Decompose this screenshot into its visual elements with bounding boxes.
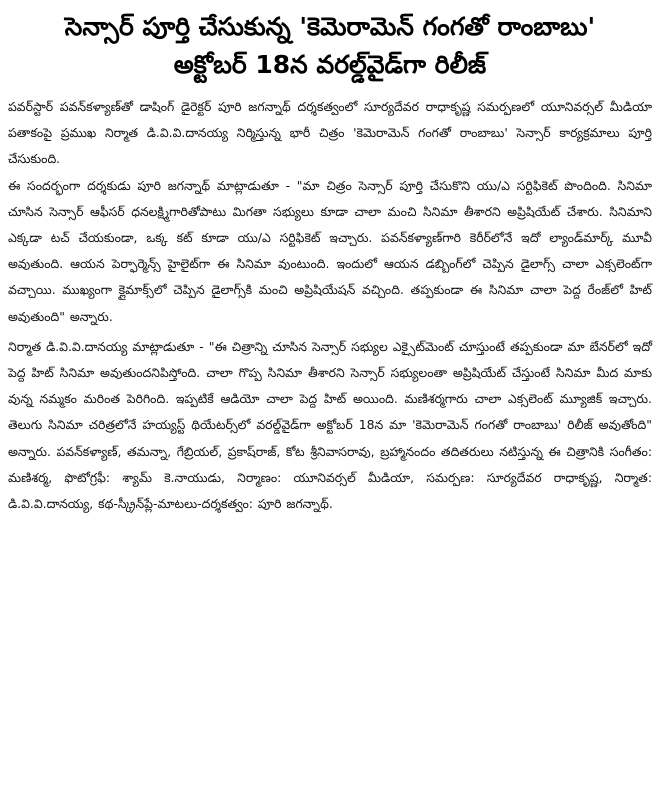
paragraph-director-quote: ఈ సందర్భంగా దర్శకుడు పూరి జగన్నాథ్ మాట్లాడుతూ - "మా చిత్రం సెన్సార్ పూర్తి చేసుకొని యు/ఎ సర్టిఫికెట్ పొందింది. సినిమా చూసిన సెన్సార్ ఆఫీసర్ ధనలక్ష్మిగారితోపాటు మిగతా సభ్యులు కూడా చాలా మంచి సినిమా తీశారని అప్రిషియేట్ చేశారు. సినిమాని ఎక్కడా టచ్ చేయకుండా, ఒక్క కట్ కూడా యు/ఎ సర్టిఫికెట్ ఇచ్చారు. పవన్‌కళ్యాణ్‌గారి కెరీర్‌లోనే ఇదో ల్యాండ్‌మార్క్ మూవీ అవుతుంది. ఆయన పెర్ఫార్మెన్స్ హైలైట్‌గా ఈ సినిమా వుంటుంది. ఇందులో ఆయన డబ్బింగ్‌లో చెప్పిన డైలాగ్స్ చాలా ఎక్సలెంట్‌గా వచ్చాయి. ముఖ్యంగా క్లైమాక్స్‌లో చెప్పిన డైలాగ్స్‌కి మంచి అప్రిషియేషన్ వచ్చింది. తప్పకుండా ఈ సినిమా చాలా పెద్ద రేంజ్‌లో హిట్ అవుతుంది" అన్నారు. bbox=[8, 177, 653, 324]
paragraph-producer-quote: నిర్మాత డి.వి.వి.దానయ్య మాట్లాడుతూ - "ఈ చిత్రాన్ని చూసిన సెన్సార్ సభ్యుల ఎక్సైట్‌మెంట్ చూస్తుంటే తప్పకుండా మా బేనర్‌లో ఇదో పెద్ద హిట్ సినిమా అవుతుందనిపిస్తోంది. చాలా గొప్ప సినిమా తీశారని సెన్సార్ సభ్యులంతా అప్రిషియేట్ చేస్తుంటే సినిమా మీద మాకు వున్న నమ్మకం మరింత పెరిగింది. ఇప్పటికే ఆడియో చాలా పెద్ద హిట్ అయింది. మణిశర్మగారు చాలా ఎక్సలెంట్ మ్యూజిక్ ఇచ్చారు. తెలుగు సినిమా చరిత్రలోనే హయ్యస్ట్ థియేటర్స్‌లో వరల్డ్‌వైడ్‌గా అక్టోబర్ 18న మా 'కెమెరామెన్ గంగతో రాంబాబు' రిలీజ్ అవుతోంది" అన్నారు. పవన్‌కళ్యాణ్, తమన్నా, గేబ్రియల్, ప్రకాష్‌రాజ్, కోట శ్రీనివాసరావు, బ్రహ్మానందం తదితరులు నటిస్తున్న ఈ చిత్రానికి సంగీతం: మణిశర్మ, ఫొటోగ్రఫీ: శ్యామ్ కె.నాయుడు, నిర్మాణం: యూనివర్సల్ మీడియా, సమర్పణ: సూర్యదేవర రాధాకృష్ణ, నిర్మాత: డి.వి.వి.దానయ్య, కథ-స్క్రీన్‌ప్లే-మాటలు-దర్శకత్వం: పూరి జగన్నాథ్. bbox=[8, 338, 653, 512]
headline-line-2: అక్టోబర్ 18న వరల్డ్‌వైడ్‌గా రిలీజ్ bbox=[173, 50, 487, 79]
paragraph-intro: పవర్‌స్టార్ పవన్‌కళ్యాణ్‌తో డాషింగ్ డైరెక్టర్ పూరి జగన్నాథ్ దర్శకత్వంలో సూర్యదేవర రాధాకృష్ణ సమర్పణలో యూనివర్సల్ మీడియా పతాకంపై ప్రముఖ నిర్మాత డి.వి.వి.దానయ్య నిర్మిస్తున్న భారీ చిత్రం 'కెమెరామెన్ గంగతో రాంబాబు' సెన్సార్ కార్యక్రమాలు పూర్తి చేసుకుంది. bbox=[8, 99, 652, 167]
headline-line-1: సెన్సార్ పూర్తి చేసుకున్న 'కెమెరామెన్ గంగతో రాంబాబు' bbox=[64, 12, 596, 41]
